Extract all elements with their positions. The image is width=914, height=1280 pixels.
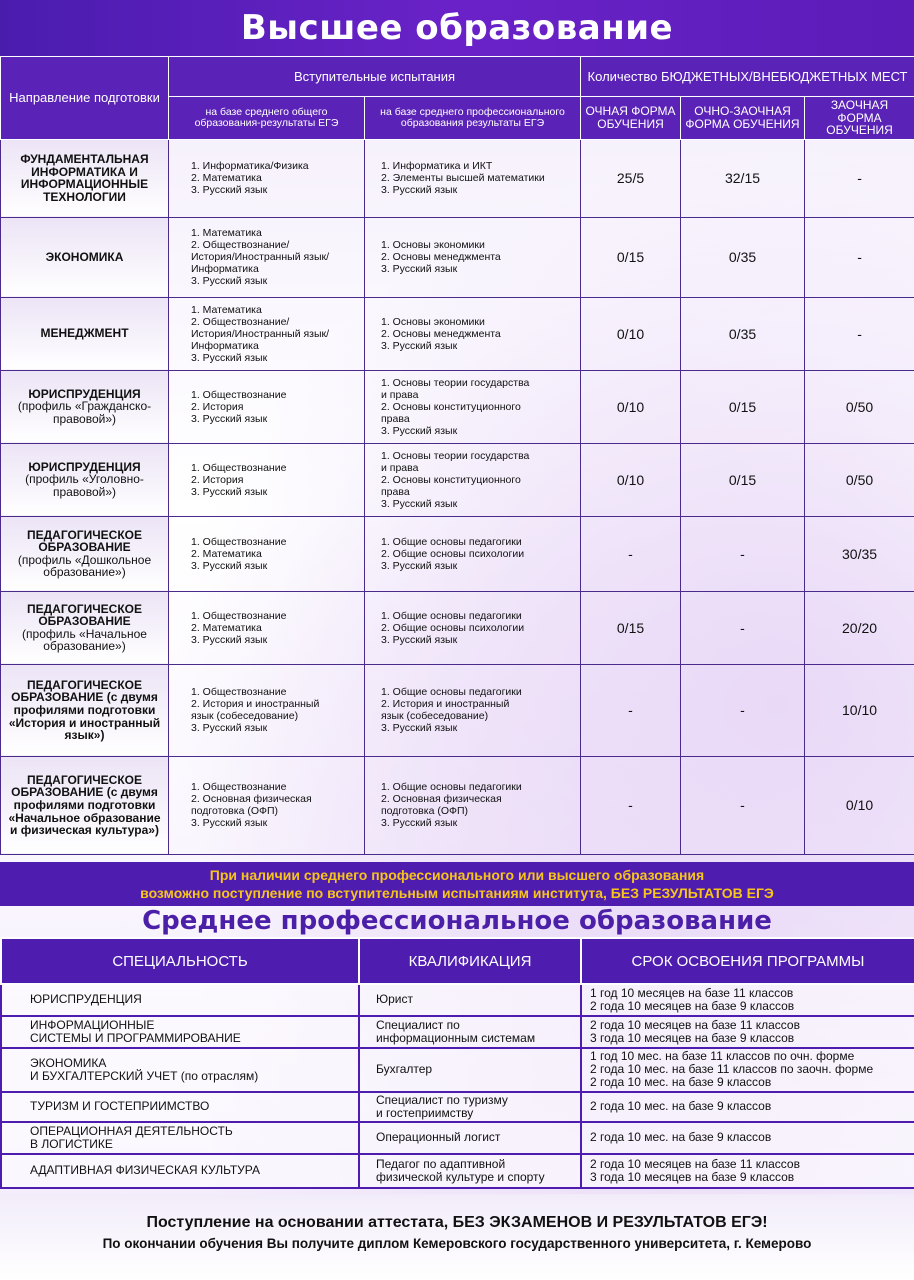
term-line: 1 год 10 мес. на базе 11 классов по очн. форме — [590, 1049, 855, 1063]
spo-table — [0, 937, 914, 1189]
part-time-places: 32/15 — [681, 139, 805, 217]
exams-prof-cell — [365, 370, 581, 443]
exam-line: 2. Элементы высшей математики — [381, 172, 545, 185]
qualification-line: информационным системам — [376, 1031, 536, 1045]
header-qualification: КВАЛИФИКАЦИЯ — [359, 938, 581, 984]
direction-name: МЕНЕДЖМЕНТ — [40, 326, 129, 341]
extramural-places: - — [805, 217, 914, 297]
table-row — [1, 1016, 914, 1048]
exam-line: 1. Обществознание — [191, 686, 287, 699]
notice-line-1: При наличии среднего профессионального или высшего образования — [209, 867, 705, 883]
table-row — [1, 664, 914, 756]
term-line: 2 года 10 месяцев на базе 9 классов — [590, 999, 795, 1013]
exams-prof-cell — [365, 217, 581, 297]
exam-line: 1. Основы экономики — [381, 315, 485, 328]
qualification-line: Педагог по адаптивной — [376, 1156, 506, 1171]
exam-line: 2. История и иностранный — [191, 698, 320, 711]
direction-profile: (профиль «Гражданско-правовой») — [17, 399, 152, 427]
table-row — [1, 370, 914, 443]
exam-line: 1. Основы теории государства — [381, 376, 530, 389]
exam-line: права — [381, 412, 410, 425]
exam-line: 1. Обществознание — [191, 609, 287, 622]
exam-line: 3. Русский язык — [191, 184, 268, 197]
qualification-line: Бухгалтер — [376, 1062, 433, 1077]
exams-school-cell — [169, 217, 365, 297]
exam-line: 3. Русский язык — [191, 722, 268, 735]
notice-line-2: возможно поступление по вступительным испытаниям института, БЕЗ РЕЗУЛЬТАТОВ ЕГЭ — [140, 885, 774, 901]
exams-prof-cell — [365, 516, 581, 591]
exam-line: 3. Русский язык — [381, 722, 458, 735]
exam-line: 2. Математика — [191, 621, 262, 634]
header-direction: Направление подготовки — [1, 57, 169, 140]
part-time-places: - — [681, 591, 805, 664]
table-row — [1, 217, 914, 297]
exam-line: 1. Математика — [191, 303, 262, 316]
exams-prof-cell — [365, 297, 581, 370]
specialty-line: ЭКОНОМИКА — [30, 1055, 107, 1070]
exams-prof-cell — [365, 591, 581, 664]
specialty-cell — [1, 1048, 359, 1092]
specialty-line: ИНФОРМАЦИОННЫЕ — [30, 1017, 155, 1032]
specialty-cell — [1, 1092, 359, 1122]
exam-line: 1. Основы теории государства — [381, 449, 530, 462]
exams-school-cell — [169, 756, 365, 854]
exam-line: 3. Русский язык — [381, 633, 458, 646]
exam-line: 3. Русский язык — [381, 424, 458, 437]
exam-line: 1. Обществознание — [191, 461, 287, 474]
exam-line: 3. Русский язык — [191, 633, 268, 646]
extramural-places: 20/20 — [805, 591, 914, 664]
extramural-places: 0/10 — [805, 756, 914, 854]
exam-line: и права — [381, 388, 419, 401]
term-line: 1 год 10 месяцев на базе 11 классов — [590, 985, 794, 1000]
exam-line: 3. Русский язык — [191, 275, 268, 288]
direction-profile: (профиль «Уголовно-правовой») — [25, 472, 144, 500]
qualification-line: Операционный логист — [376, 1130, 501, 1145]
extramural-places: 10/10 — [805, 664, 914, 756]
specialty-cell — [1, 1016, 359, 1048]
exam-line: 2. Основная физическая — [381, 793, 502, 806]
exam-line: Информатика — [191, 339, 259, 352]
exam-line: подготовка (ОФП) — [191, 805, 279, 818]
higher-education-table — [0, 56, 914, 855]
specialty-cell — [1, 1122, 359, 1154]
exam-line: 1. Общие основы педагогики — [381, 781, 522, 794]
full-time-places: - — [581, 756, 681, 854]
exam-line: 2. Общие основы психологии — [381, 547, 525, 560]
table-row — [1, 756, 914, 854]
full-time-places: 0/10 — [581, 370, 681, 443]
exams-school-cell — [169, 297, 365, 370]
exam-line: и права — [381, 461, 419, 474]
term-line: 2 года 10 мес. на базе 11 классов по заочн. форме — [590, 1062, 874, 1077]
header-exams-school: на базе среднего общего образования-результаты ЕГЭ — [169, 97, 365, 140]
table-row — [1, 516, 914, 591]
part-time-places: 0/35 — [681, 217, 805, 297]
table-row — [1, 1122, 914, 1154]
header-part-time: ОЧНО-ЗАОЧНАЯ ФОРМА ОБУЧЕНИЯ — [681, 97, 805, 140]
direction-name: ЭКОНОМИКА — [45, 249, 124, 264]
qualification-cell — [359, 1092, 581, 1122]
table-row — [1, 1154, 914, 1188]
exams-school-cell — [169, 443, 365, 516]
exam-line: язык (собеседование) — [191, 710, 299, 723]
full-time-places: 0/10 — [581, 297, 681, 370]
table-row — [1, 297, 914, 370]
specialty-line: СИСТЕМЫ И ПРОГРАММИРОВАНИЕ — [30, 1031, 241, 1045]
specialty-line: И БУХГАЛТЕРСКИЙ УЧЕТ (по отраслям) — [30, 1068, 259, 1083]
exams-prof-cell — [365, 443, 581, 516]
term-line: 2 года 10 месяцев на базе 11 классов — [590, 1017, 800, 1032]
direction-profile: (профиль «Начальное образование») — [22, 626, 147, 654]
exam-line: 2. Обществознание/ — [191, 315, 290, 328]
part-time-places: 0/15 — [681, 370, 805, 443]
notice-banner — [0, 862, 914, 906]
exams-school-cell — [169, 139, 365, 217]
exam-line: 1. Информатика/Физика — [191, 160, 309, 173]
title-banner — [0, 0, 914, 56]
extramural-places: - — [805, 139, 914, 217]
exams-school-cell — [169, 516, 365, 591]
exam-line: 3. Русский язык — [381, 184, 458, 197]
term-cell — [581, 1092, 914, 1122]
direction-cell — [1, 217, 169, 297]
header-exams-prof: на базе среднего профессионального образования результаты ЕГЭ — [365, 97, 581, 140]
direction-name: ПЕДАГОГИЧЕСКОЕ ОБРАЗОВАНИЕ — [26, 601, 142, 629]
term-cell — [581, 1048, 914, 1092]
exam-line: права — [381, 485, 410, 498]
part-time-places: - — [681, 516, 805, 591]
direction-cell — [1, 756, 169, 854]
term-cell — [581, 1154, 914, 1188]
exam-line: 2. Основы конституционного — [381, 473, 521, 486]
header-full-time: ОЧНАЯ ФОРМА ОБУЧЕНИЯ — [581, 97, 681, 140]
extramural-places: 0/50 — [805, 370, 914, 443]
specialty-cell — [1, 1154, 359, 1188]
qualification-line: физической культуре и спорту — [376, 1169, 545, 1184]
exam-line: 3. Русский язык — [191, 485, 268, 498]
exam-line: 3. Русский язык — [381, 817, 458, 830]
exam-line: 3. Русский язык — [381, 497, 458, 510]
direction-profile: (профиль «Дошкольное образование») — [17, 552, 152, 580]
direction-cell — [1, 516, 169, 591]
part-time-places: 0/35 — [681, 297, 805, 370]
direction-name: ПЕДАГОГИЧЕСКОЕ ОБРАЗОВАНИЕ — [26, 527, 142, 555]
qualification-cell — [359, 1122, 581, 1154]
qualification-line: Специалист по — [376, 1017, 460, 1032]
exam-line: 1. Общие основы педагогики — [381, 609, 522, 622]
term-line: 2 года 10 мес. на базе 9 классов — [590, 1075, 772, 1090]
exam-line: 1. Общие основы педагогики — [381, 686, 522, 699]
qualification-cell — [359, 1048, 581, 1092]
direction-name: ПЕДАГОГИЧЕСКОЕ ОБРАЗОВАНИЕ (с двумя профилями подготовки «История и иностранный язык») — [8, 677, 161, 743]
extramural-places: 30/35 — [805, 516, 914, 591]
exam-line: 3. Русский язык — [381, 263, 458, 276]
header-extramural: ЗАОЧНАЯ ФОРМА ОБУЧЕНИЯ — [805, 97, 914, 140]
exams-school-cell — [169, 370, 365, 443]
exam-line: 2. Обществознание/ — [191, 239, 290, 252]
exam-line: 1. Общие основы педагогики — [381, 535, 522, 548]
exams-prof-cell — [365, 139, 581, 217]
exam-line: 3. Русский язык — [381, 339, 458, 352]
table-row — [1, 1048, 914, 1092]
term-line: 2 года 10 мес. на базе 9 классов — [590, 1130, 772, 1145]
exam-line: 2. История — [191, 400, 244, 413]
exam-line: История/Иностранный язык/ — [191, 251, 330, 264]
extramural-places: - — [805, 297, 914, 370]
full-time-places: 25/5 — [581, 139, 681, 217]
exam-line: подготовка (ОФП) — [381, 805, 469, 818]
table-row — [1, 443, 914, 516]
spo-title: Среднее профессиональное образование — [142, 906, 772, 936]
specialty-line: ТУРИЗМ И ГОСТЕПРИИМСТВО — [30, 1099, 210, 1114]
exam-line: 2. История — [191, 473, 244, 486]
table-row — [1, 984, 914, 1016]
direction-cell — [1, 664, 169, 756]
specialty-line: ЮРИСПРУДЕНЦИЯ — [30, 992, 142, 1007]
direction-cell — [1, 297, 169, 370]
exams-school-cell — [169, 664, 365, 756]
qualification-cell — [359, 984, 581, 1016]
footer — [0, 1194, 914, 1280]
full-time-places: - — [581, 516, 681, 591]
direction-name: ЮРИСПРУДЕНЦИЯ — [28, 459, 141, 474]
part-time-places: - — [681, 664, 805, 756]
term-cell — [581, 1016, 914, 1048]
header-places: Количество БЮДЖЕТНЫХ/ВНЕБЮДЖЕТНЫХ МЕСТ — [581, 57, 914, 97]
term-line: 2 года 10 месяцев на базе 11 классов — [590, 1156, 800, 1171]
term-cell — [581, 1122, 914, 1154]
exams-school-cell — [169, 591, 365, 664]
exam-line: 1. Математика — [191, 227, 262, 240]
extramural-places: 0/50 — [805, 443, 914, 516]
specialty-line: В ЛОГИСТИКЕ — [30, 1136, 113, 1151]
exam-line: 2. Основы менеджмента — [381, 251, 501, 264]
header-entrance-exams: Вступительные испытания — [169, 57, 581, 97]
exam-line: 3. Русский язык — [191, 559, 268, 572]
qualification-cell — [359, 1154, 581, 1188]
qualification-line: Специалист по туризму — [376, 1092, 508, 1107]
exams-prof-cell — [365, 756, 581, 854]
direction-name: ФУНДАМЕНТАЛЬНАЯ ИНФОРМАТИКА И ИНФОРМАЦИОННЫЕ ТЕХНОЛОГИИ — [20, 152, 149, 204]
specialty-line: ОПЕРАЦИОННАЯ ДЕЯТЕЛЬНОСТЬ — [30, 1123, 233, 1138]
term-cell — [581, 984, 914, 1016]
exam-line: 2. Основы менеджмента — [381, 327, 501, 340]
specialty-line: АДАПТИВНАЯ ФИЗИЧЕСКАЯ КУЛЬТУРА — [30, 1163, 260, 1178]
exam-line: 3. Русский язык — [191, 351, 268, 364]
exam-line: 2. Математика — [191, 547, 262, 560]
exam-line: Информатика — [191, 263, 259, 276]
header-term: СРОК ОСВОЕНИЯ ПРОГРАММЫ — [581, 938, 914, 984]
header-specialty: СПЕЦИАЛЬНОСТЬ — [1, 938, 359, 984]
exam-line: 1. Обществознание — [191, 388, 287, 401]
full-time-places: 0/10 — [581, 443, 681, 516]
exams-prof-cell — [365, 664, 581, 756]
footer-line-2: По окончании обучения Вы получите диплом Кемеровского государственного университета, г. Кемерово — [102, 1236, 812, 1251]
full-time-places: 0/15 — [581, 217, 681, 297]
term-line: 3 года 10 месяцев на базе 9 классов — [590, 1031, 795, 1045]
page-title: Высшее образование — [240, 8, 674, 48]
exam-line: История/Иностранный язык/ — [191, 327, 330, 340]
direction-name: ПЕДАГОГИЧЕСКОЕ ОБРАЗОВАНИЕ (с двумя профилями подготовки «Начальное образование и физическая культура») — [8, 772, 161, 838]
exam-line: 1. Основы экономики — [381, 239, 485, 252]
exam-line: 1. Информатика и ИКТ — [381, 160, 493, 173]
full-time-places: - — [581, 664, 681, 756]
exam-line: 2. Общие основы психологии — [381, 621, 525, 634]
qualification-line: Юрист — [376, 992, 413, 1007]
specialty-cell — [1, 984, 359, 1016]
table-row — [1, 1092, 914, 1122]
direction-cell — [1, 139, 169, 217]
exam-line: 1. Обществознание — [191, 781, 287, 794]
direction-cell — [1, 370, 169, 443]
exam-line: язык (собеседование) — [381, 710, 489, 723]
part-time-places: 0/15 — [681, 443, 805, 516]
direction-cell — [1, 591, 169, 664]
table-row — [1, 591, 914, 664]
exam-line: 3. Русский язык — [381, 559, 458, 572]
qualification-cell — [359, 1016, 581, 1048]
direction-cell — [1, 443, 169, 516]
exam-line: 2. Основная физическая — [191, 793, 312, 806]
direction-name: ЮРИСПРУДЕНЦИЯ — [28, 386, 141, 401]
part-time-places: - — [681, 756, 805, 854]
qualification-line: и гостеприимству — [376, 1105, 474, 1120]
exam-line: 3. Русский язык — [191, 817, 268, 830]
term-line: 2 года 10 мес. на базе 9 классов — [590, 1099, 772, 1114]
exam-line: 2. История и иностранный — [381, 698, 510, 711]
footer-line-1: Поступление на основании аттестата, БЕЗ ЭКЗАМЕНОВ И РЕЗУЛЬТАТОВ ЕГЭ! — [146, 1214, 768, 1231]
exam-line: 3. Русский язык — [191, 412, 268, 425]
term-line: 3 года 10 месяцев на базе 9 классов — [590, 1169, 795, 1184]
full-time-places: 0/15 — [581, 591, 681, 664]
exam-line: 2. Основы конституционного — [381, 400, 521, 413]
table-row — [1, 139, 914, 217]
exam-line: 2. Математика — [191, 172, 262, 185]
exam-line: 1. Обществознание — [191, 535, 287, 548]
